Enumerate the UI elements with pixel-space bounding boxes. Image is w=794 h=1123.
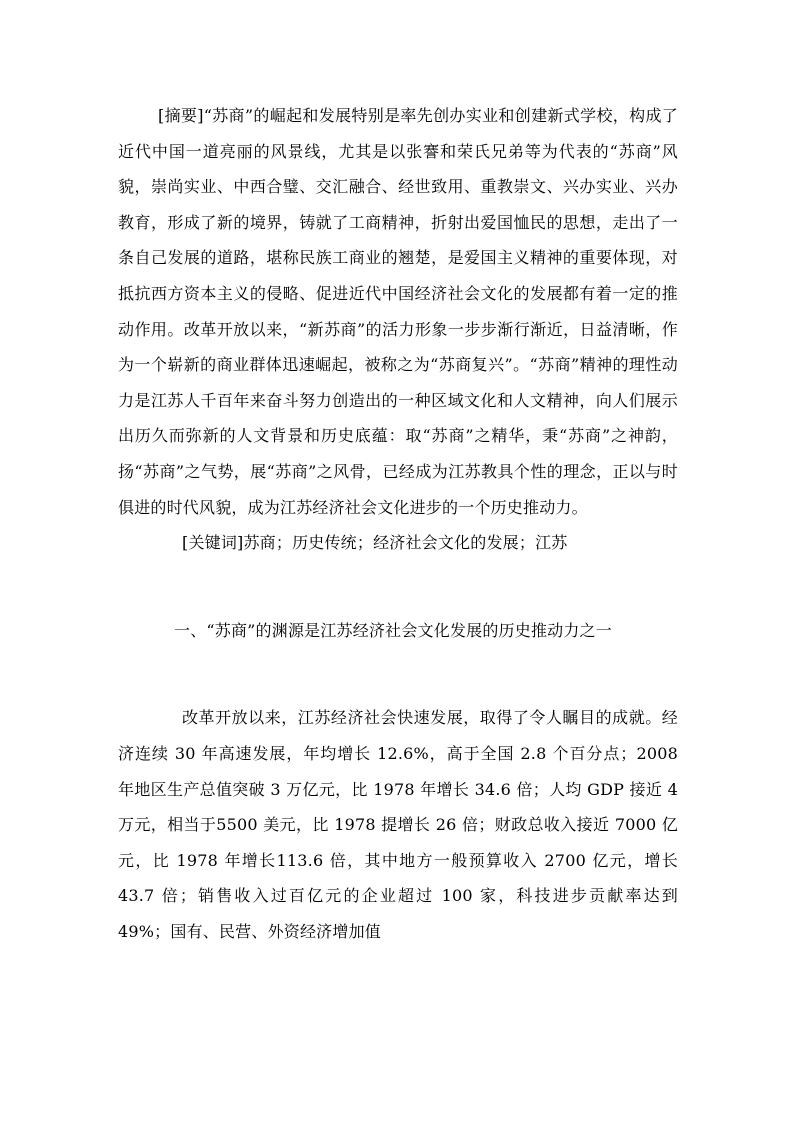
document-page <box>118 98 678 949</box>
body-paragraph: 改革开放以来，江苏经济社会快速发展，取得了令人瞩目的成就。经济连续 30 年高速发展，年均增长 12.6%，高于全国 2.8 个百分点；2008 年地区生产总值突破 3 万亿元，比 1978 年增长 34.6 倍；人均 GDP 接近 4 万元，相当于5500 美元，比 1978 提增长 26 倍；财政总收入接近 7000 亿元，比 1978 年增长113.6 倍，其中地方一般预算收入 2700 亿元，增长 43.7 倍；销售收入过百亿元的企业超过 100 家，科技进步贡献率达到 49%；国有、民营、外资经济增加值 <box>118 708 678 941</box>
section-title: 一、“苏商”的渊源是江苏经济社会文化发展的历史推动力之一 <box>174 620 612 640</box>
abstract-paragraph: [摘要]“苏商”的崛起和发展特别是率先创办实业和创建新式学校，构成了近代中国一道亮丽的风景线，尤其是以张謇和荣氏兄弟等为代表的“苏商”风貌，崇尚实业、中西合璧、交汇融合、经世致用、重教崇文、兴办实业、兴办教育，形成了新的境界，铸就了工商精神，折射出爱国恤民的思想，走出了一条自己发展的道路，堪称民族工商业的翘楚，是爱国主义精神的重要体现，对抵抗西方资本主义的侵略、促进近代中国经济社会文化的发展都有着一定的推动作用。改革开放以来，“新苏商”的活力形象一步步渐行渐近，日益清晰，作为一个崭新的商业群体迅速崛起，被称之为“苏商复兴”。“苏商”精神的理性动力是江苏人千百年来奋斗努力创造出的一种区域文化和人文精神，向人们展示出历久而弥新的人文背景和历史底蕴：取“苏商”之精华，秉“苏商”之神韵，扬“苏商”之气势，展“苏商”之风骨，已经成为江苏教具个性的理念，正以与时俱进的时代风貌，成为江苏经济社会文化进步的一个历史推动力。 <box>118 106 678 517</box>
keywords-paragraph: [关键词]苏商；历史传统；经济社会文化的发展；江苏 <box>182 533 568 553</box>
